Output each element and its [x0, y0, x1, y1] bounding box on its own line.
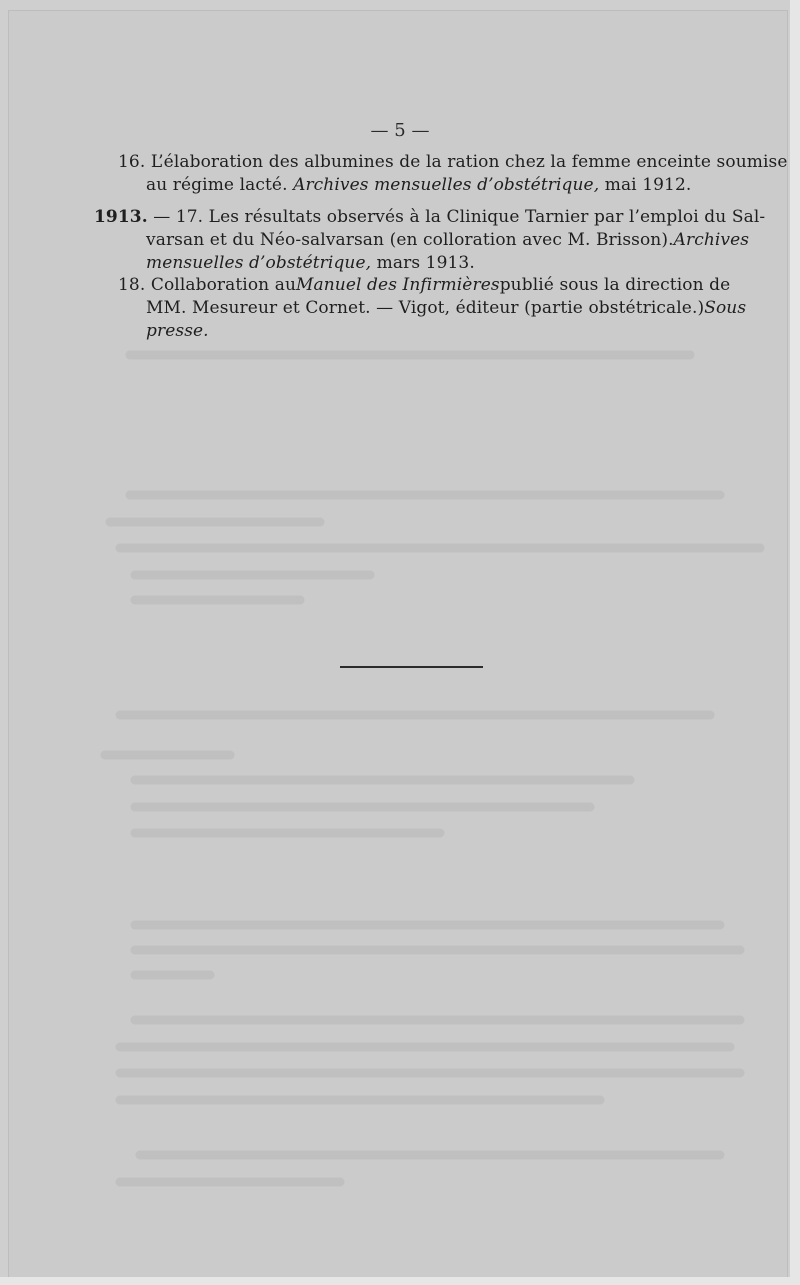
entry-17-journal-part-2: mensuelles d’obstétrique,	[146, 253, 372, 273]
entry-16-line-1: 16. L’élaboration des albumines de la ration chez la femme enceinte soumise	[118, 152, 788, 172]
entry-18-line-1	[118, 274, 731, 297]
section-divider	[340, 666, 483, 668]
publication-entry-16	[118, 151, 788, 197]
page-edge	[790, 0, 800, 1285]
page-number: — 5 —	[370, 120, 430, 141]
entry-17-text-1: — 17. Les résultats observés à la Clinique Tarnier par l’emploi du Sal-	[147, 207, 766, 227]
page-background	[8, 10, 788, 1278]
entry-16-text: au régime lacté.	[146, 175, 294, 195]
entry-18-text-1: 18. Collaboration au	[118, 275, 297, 295]
entry-18-status-1: Sous	[704, 298, 747, 318]
entry-17-year: 1913.	[94, 207, 148, 227]
entry-18-text-3: MM. Mesureur et Cornet. — Vigot, éditeur (partie obstétricale.)	[146, 298, 705, 318]
entry-16-line-2	[118, 174, 714, 197]
entry-17-line-2	[94, 229, 750, 252]
publication-entry-17	[94, 206, 766, 275]
publication-entry-18	[118, 274, 747, 343]
entry-18-status-2: presse.	[146, 321, 209, 341]
entry-17-line-1	[94, 206, 766, 229]
page-bottom-edge	[0, 1277, 800, 1285]
entry-18-line-2	[118, 297, 747, 320]
entry-16-journal: Archives mensuelles d’obstétrique,	[293, 175, 600, 195]
entry-17-journal-part-1: Archives	[673, 230, 750, 250]
entry-17-text-2: varsan et du Néo-salvarsan (en colloration avec M. Brisson).	[146, 230, 674, 250]
entry-18-title: Manuel des Infirmières	[296, 275, 500, 295]
entry-17-line-3	[94, 252, 714, 275]
entry-18-text-2: publié sous la direction de	[499, 275, 731, 295]
entry-17-date: mars 1913.	[371, 253, 475, 273]
entry-16-date: mai 1912.	[599, 175, 692, 195]
entry-18-line-3	[118, 320, 714, 343]
